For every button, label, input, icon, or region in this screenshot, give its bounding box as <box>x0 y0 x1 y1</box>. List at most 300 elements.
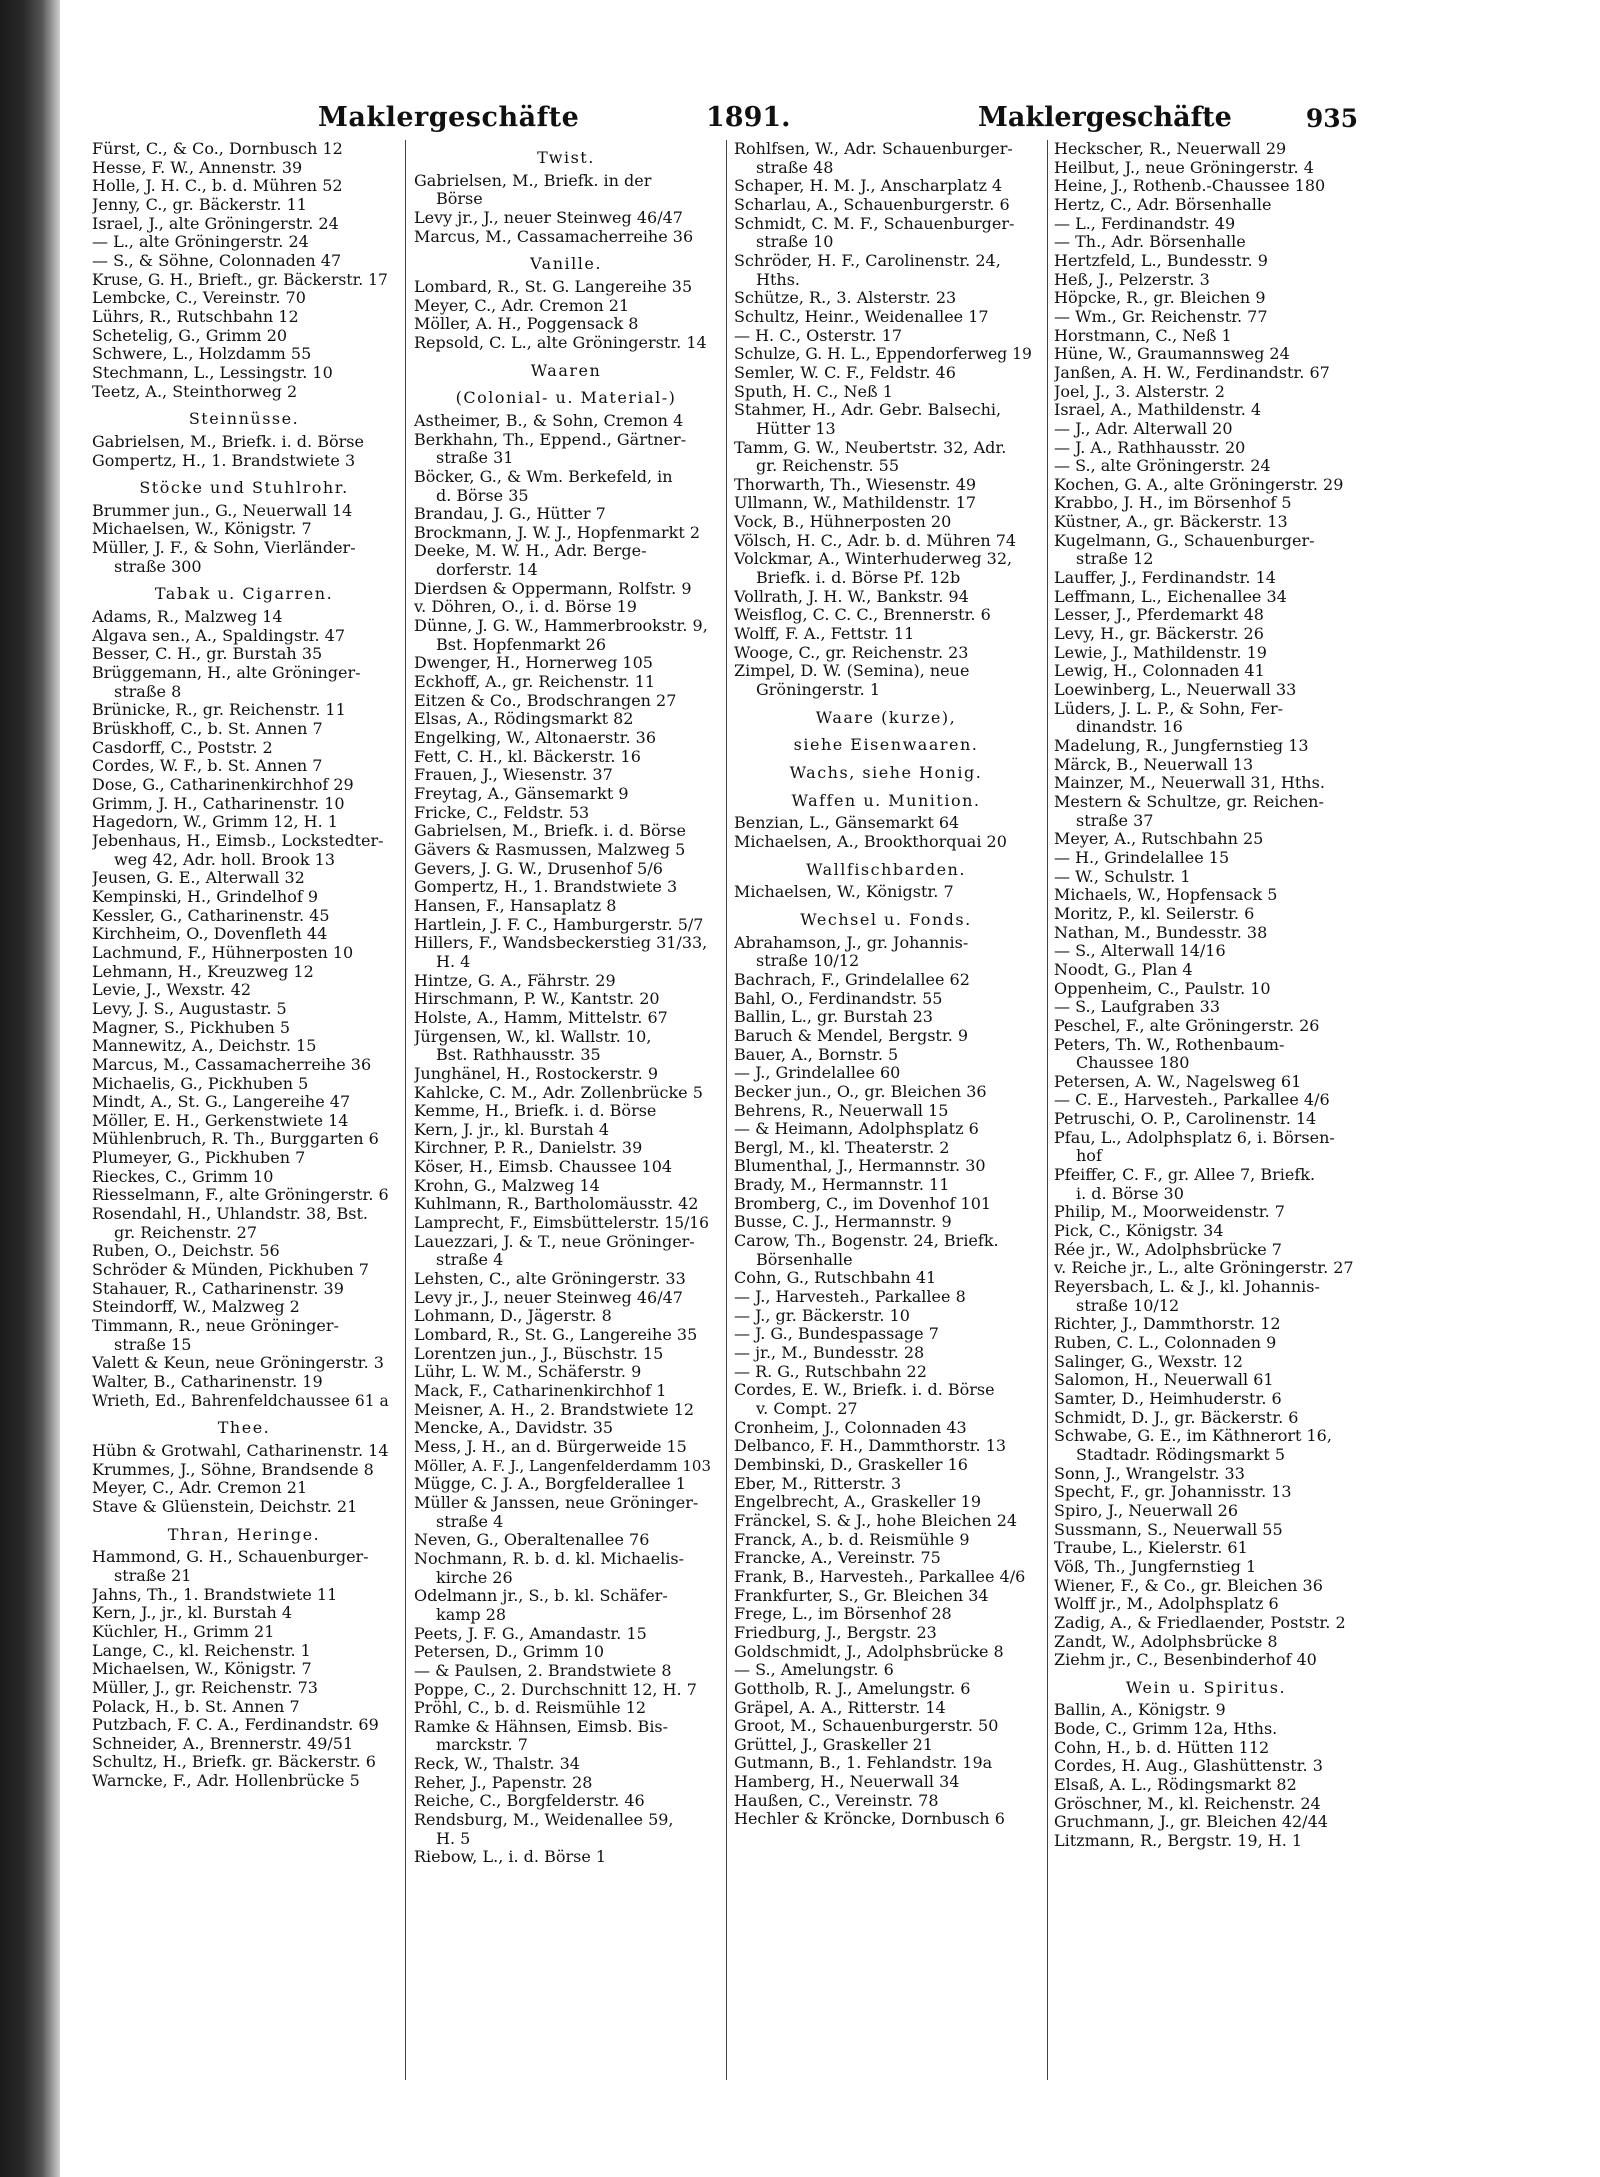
directory-entry: Pick, C., Königstr. 34 <box>1054 1221 1224 1241</box>
directory-entry: Stahauer, R., Catharinenstr. 39 <box>92 1278 344 1298</box>
directory-entry: Riebow, L., i. d. Börse 1 <box>414 1847 607 1867</box>
directory-entry: Cohn, H., b. d. Hütten 112 <box>1054 1737 1270 1757</box>
directory-entry: Ramke & Hähnsen, Eimsb. Bis- <box>414 1716 669 1736</box>
directory-entry: Hechler & Kröncke, Dornbusch 6 <box>734 1809 1005 1829</box>
directory-entry: Petersen, D., Grimm 10 <box>414 1642 605 1662</box>
directory-entry: Hartlein, J. F. C., Hamburgerstr. 5/7 <box>414 914 704 934</box>
directory-entry: Moritz, P., kl. Seilerstr. 6 <box>1054 903 1255 923</box>
directory-entry: — S., Amelungstr. 6 <box>734 1660 894 1680</box>
directory-entry: Eber, M., Ritterstr. 3 <box>734 1473 902 1493</box>
directory-entry: Zimpel, D. W. (Semina), neue <box>734 661 970 681</box>
directory-entry: — jr., M., Bundesstr. 28 <box>734 1343 925 1363</box>
directory-entry: Mess, J. H., an d. Bürgerweide 15 <box>414 1436 687 1456</box>
directory-entry: Riesselmann, F., alte Gröningerstr. 6 <box>92 1185 389 1205</box>
directory-entry: Müller, J., gr. Reichenstr. 73 <box>92 1677 318 1697</box>
directory-entry: Mindt, A., St. G., Langereihe 47 <box>92 1092 351 1112</box>
section-heading: Wallfischbarden. <box>806 859 966 879</box>
directory-entry: Freytag, A., Gänsemarkt 9 <box>414 784 629 803</box>
directory-entry: Michaelis, G., Pickhuben 5 <box>92 1073 309 1093</box>
directory-entry: Scharlau, A., Schauenburgerstr. 6 <box>734 194 1010 214</box>
directory-entry: Hesse, F. W., Annenstr. 39 <box>92 157 303 177</box>
entry-continuation: straße 31 <box>436 448 514 468</box>
directory-entry: Odelmann jr., S., b. kl. Schäfer- <box>414 1586 668 1606</box>
directory-entry: Heß, J., Pelzerstr. 3 <box>1054 269 1210 289</box>
directory-entry: Jahns, Th., 1. Brandstwiete 11 <box>92 1584 338 1604</box>
section-heading: Steinnüsse. <box>188 409 300 429</box>
directory-entry: Gottholb, R. J., Amelungstr. 6 <box>734 1678 971 1698</box>
directory-entry: Brüskhoff, C., b. St. Annen 7 <box>92 719 323 739</box>
directory-entry: — J. A., Rathhausstr. 20 <box>1054 437 1246 457</box>
directory-entry: Polack, H., b. St. Annen 7 <box>92 1696 300 1716</box>
entry-continuation: H. 4 <box>436 951 471 971</box>
book-binding-shadow <box>0 0 60 2177</box>
directory-entry: Cordes, W. F., b. St. Annen 7 <box>92 756 323 776</box>
directory-entry: Gabrielsen, M., Briefk. i. d. Börse <box>414 821 686 841</box>
directory-entry: — & Heimann, Adolphsplatz 6 <box>734 1119 979 1139</box>
directory-entry: Holste, A., Hamm, Mittelstr. 67 <box>414 1007 668 1027</box>
directory-entry: Teetz, A., Steinthorweg 2 <box>92 381 298 401</box>
entry-continuation: Bst. Hopfenmarkt 26 <box>436 634 607 654</box>
directory-entry: Dünne, J. G. W., Hammerbrookstr. 9, <box>414 616 708 636</box>
directory-entry: Wrieth, Ed., Bahrenfeldchaussee 61 a <box>92 1391 389 1410</box>
directory-entry: Schwere, L., Holzdamm 55 <box>92 344 312 364</box>
section-heading: Wein u. Spiritus. <box>1125 1677 1287 1697</box>
directory-entry: Mühlenbruch, R. Th., Burggarten 6 <box>92 1129 379 1149</box>
page-number: 935 <box>1305 104 1358 133</box>
directory-entry: — H. C., Osterstr. 17 <box>734 325 903 345</box>
directory-entry: Adams, R., Malzweg 14 <box>92 607 283 627</box>
entry-continuation: straße 48 <box>756 157 834 177</box>
directory-entry: Mack, F., Catharinenkirchhof 1 <box>414 1381 667 1400</box>
directory-entry: Ruben, O., Deichstr. 56 <box>92 1241 280 1261</box>
directory-entry: Brandau, J. G., Hütter 7 <box>414 504 606 524</box>
directory-entry: Reher, J., Papenstr. 28 <box>414 1772 593 1792</box>
directory-entry: Bode, C., Grimm 12a, Hths. <box>1054 1719 1278 1739</box>
directory-entry: Kochen, G. A., alte Gröningerstr. 29 <box>1054 474 1344 494</box>
directory-entry: Plumeyer, G., Pickhuben 7 <box>92 1148 306 1168</box>
directory-entry: Bachrach, F., Grindelallee 62 <box>734 969 970 989</box>
directory-entry: Rendsburg, M., Weidenallee 59, <box>414 1810 674 1830</box>
entry-continuation: straße 12 <box>1076 549 1154 569</box>
directory-entry: Loewinberg, L., Neuerwall 33 <box>1054 680 1297 700</box>
directory-entry: Bauer, A., Bornstr. 5 <box>734 1044 899 1064</box>
directory-entry: Levy, H., gr. Bäckerstr. 26 <box>1054 624 1264 644</box>
entry-continuation: Chaussee 180 <box>1076 1053 1190 1073</box>
directory-entry: Rée jr., W., Adolphsbrücke 7 <box>1054 1239 1282 1259</box>
directory-entry: Israel, J., alte Gröningerstr. 24 <box>92 213 339 233</box>
directory-entry: Besser, C. H., gr. Burstah 35 <box>92 644 323 664</box>
directory-entry: Fricke, C., Feldstr. 53 <box>414 802 590 822</box>
directory-entry: Krabbo, J. H., im Börsenhof 5 <box>1054 493 1292 513</box>
directory-entry: Möller, A. F. J., Langenfelderdamm 103 <box>414 1456 712 1475</box>
directory-entry: Wiener, F., & Co., gr. Bleichen 36 <box>1054 1575 1323 1595</box>
directory-entry: Israel, A., Mathildenstr. 4 <box>1054 400 1262 420</box>
directory-entry: — C. E., Harvesteh., Parkallee 4/6 <box>1054 1090 1330 1110</box>
directory-entry: Neven, G., Oberaltenallee 76 <box>414 1530 650 1550</box>
page-header <box>92 98 1358 138</box>
entry-continuation: straße 300 <box>114 556 202 576</box>
directory-entry: Berkhahn, Th., Eppend., Gärtner- <box>414 429 687 449</box>
directory-entry: Blumenthal, J., Hermannstr. 30 <box>734 1156 986 1176</box>
directory-entry: Heilbut, J., neue Gröningerstr. 4 <box>1054 157 1314 177</box>
directory-entry: Brady, M., Hermannstr. 11 <box>734 1175 950 1195</box>
directory-entry: Bahl, O., Ferdinandstr. 55 <box>734 988 943 1008</box>
directory-entry: Gävers & Rasmussen, Malzweg 5 <box>414 839 686 859</box>
directory-entry: Goldschmidt, J., Adolphsbrücke 8 <box>734 1641 1004 1661</box>
section-heading: siehe Eisenwaaren. <box>793 735 979 755</box>
entry-continuation: d. Börse 35 <box>436 485 529 505</box>
directory-entry: Marcus, M., Cassamacherreihe 36 <box>414 226 694 246</box>
directory-entry: Schütze, R., 3. Alsterstr. 23 <box>734 288 957 308</box>
directory-entry: Rosendahl, H., Uhlandstr. 38, Bst. <box>92 1204 368 1224</box>
directory-entry: Warncke, F., Adr. Hollenbrücke 5 <box>92 1771 360 1791</box>
section-heading: Twist. <box>537 148 595 167</box>
entry-continuation: Börse <box>436 189 483 209</box>
directory-entry: Gevers, J. G. W., Drusenhof 5/6 <box>414 858 663 878</box>
directory-entry: Gruchmann, J., gr. Bleichen 42/44 <box>1054 1812 1328 1832</box>
entry-continuation: straße 10/12 <box>756 951 860 971</box>
directory-entry: Hammond, G. H., Schauenburger- <box>92 1547 369 1567</box>
directory-entry: Kuhlmann, R., Bartholomäusstr. 42 <box>414 1194 699 1214</box>
directory-entry: Bromberg, C., im Dovenhof 101 <box>734 1193 992 1213</box>
directory-entry: Mestern & Schultze, gr. Reichen- <box>1054 791 1324 811</box>
entry-continuation: straße 4 <box>436 1511 504 1531</box>
section-heading: Tabak u. Cigarren. <box>154 584 334 604</box>
directory-entry: — J., gr. Bäckerstr. 10 <box>734 1305 910 1325</box>
section-heading: Stöcke und Stuhlrohr. <box>139 478 349 498</box>
directory-entry: Möller, E. H., Gerkenstwiete 14 <box>92 1110 349 1130</box>
directory-entry: Casdorff, C., Poststr. 2 <box>92 737 273 757</box>
directory-entry: Repsold, C. L., alte Gröningerstr. 14 <box>414 332 707 352</box>
directory-page <box>92 98 1358 2088</box>
column-2 <box>414 140 718 2080</box>
directory-entry: Lembcke, C., Vereinstr. 70 <box>92 288 306 308</box>
directory-entry: Kugelmann, G., Schauenburger- <box>1054 530 1315 550</box>
running-title-right: Maklergeschäfte <box>978 102 1232 133</box>
entry-continuation: kamp 28 <box>436 1604 507 1624</box>
entry-continuation: dorferstr. 14 <box>436 560 538 580</box>
column-rule <box>726 140 727 2080</box>
directory-entry: Litzmann, R., Bergstr. 19, H. 1 <box>1054 1831 1303 1851</box>
directory-entry: Müller, J. F., & Sohn, Vierländer- <box>92 538 356 558</box>
entry-continuation: marckstr. 7 <box>436 1735 528 1755</box>
directory-entry: Sussmann, S., Neuerwall 55 <box>1054 1519 1283 1539</box>
directory-entry: Deeke, M. W. H., Adr. Berge- <box>414 541 647 561</box>
directory-entry: Jenny, C., gr. Bäckerstr. 11 <box>92 194 307 214</box>
entry-continuation: straße 4 <box>436 1250 504 1270</box>
directory-entry: Abrahamson, J., gr. Johannis- <box>734 932 969 952</box>
directory-entry: Mügge, C. J. A., Borgfelderallee 1 <box>414 1474 686 1494</box>
directory-entry: Peschel, F., alte Gröningerstr. 26 <box>1054 1015 1320 1035</box>
directory-entry: Friedburg, J., Bergstr. 23 <box>734 1622 937 1642</box>
directory-entry: Zandt, W., Adolphsbrücke 8 <box>1054 1631 1278 1651</box>
directory-entry: Krohn, G., Malzweg 14 <box>414 1175 600 1195</box>
directory-entry: Lühr, L. W. M., Schäferstr. 9 <box>414 1362 642 1382</box>
listing-columns <box>92 140 1358 2080</box>
directory-entry: Gabrielsen, M., Briefk. i. d. Börse <box>92 431 364 451</box>
directory-entry: Hertzfeld, L., Bundesstr. 9 <box>1054 250 1268 270</box>
directory-entry: — Th., Adr. Börsenhalle <box>1054 232 1246 252</box>
directory-entry: Vöß, Th., Jungfernstieg 1 <box>1054 1556 1257 1576</box>
directory-entry: Reiche, C., Borgfelderstr. 46 <box>414 1791 645 1811</box>
directory-entry: Fränckel, S. & J., hohe Bleichen 24 <box>734 1510 1018 1530</box>
directory-entry: Engelking, W., Altonaerstr. 36 <box>414 728 657 748</box>
directory-entry: Levy, J. S., Augustastr. 5 <box>92 998 287 1018</box>
directory-entry: Müller & Janssen, neue Gröninger- <box>414 1492 699 1512</box>
directory-entry: Eckhoff, A., gr. Reichenstr. 11 <box>414 672 656 692</box>
directory-entry: Horstmann, C., Neß 1 <box>1054 325 1232 345</box>
directory-entry: Ballin, A., Königstr. 9 <box>1054 1700 1226 1720</box>
directory-entry: — J. G., Bundespassage 7 <box>734 1324 939 1344</box>
directory-entry: — L., alte Gröningerstr. 24 <box>92 232 309 252</box>
directory-entry: Walter, B., Catharinenstr. 19 <box>92 1372 323 1391</box>
directory-entry: Dose, G., Catharinenkirchhof 29 <box>92 775 354 794</box>
directory-entry: Holle, J. H. C., b. d. Mühren 52 <box>92 176 343 196</box>
directory-entry: Dierdsen & Oppermann, Rolfstr. 9 <box>414 578 692 598</box>
directory-entry: Kirchner, P. R., Danielstr. 39 <box>414 1138 643 1158</box>
directory-entry: Michaelsen, W., Königstr. 7 <box>734 882 954 902</box>
entry-continuation: straße 10 <box>756 232 834 252</box>
directory-entry: — S., alte Gröningerstr. 24 <box>1054 456 1271 476</box>
directory-entry: Cronheim, J., Colonnaden 43 <box>734 1417 967 1437</box>
directory-entry: Michaelsen, A., Brookthorquai 20 <box>734 831 1007 851</box>
directory-entry: Grimm, J. H., Catharinenstr. 10 <box>92 793 345 813</box>
directory-entry: Lorentzen jun., J., Büschstr. 15 <box>414 1343 664 1363</box>
directory-entry: Wooge, C., gr. Reichenstr. 23 <box>734 642 969 662</box>
directory-entry: Volckmar, A., Winterhuderweg 32, <box>734 549 1013 569</box>
directory-entry: Stahmer, H., Adr. Gebr. Balsechi, <box>734 400 1002 420</box>
directory-entry: Schultz, H., Briefk. gr. Bäckerstr. 6 <box>92 1752 376 1772</box>
directory-entry: Kirchheim, O., Dovenfleth 44 <box>92 924 328 944</box>
entry-continuation: gr. Reichenstr. 55 <box>756 456 900 476</box>
directory-entry: Algava sen., A., Spaldingstr. 47 <box>92 625 345 645</box>
directory-entry: Levy jr., J., neuer Steinweg 46/47 <box>414 1287 683 1307</box>
entry-continuation: straße 10/12 <box>1076 1295 1180 1315</box>
directory-entry: Michaelsen, W., Königstr. 7 <box>92 519 312 539</box>
directory-entry: Schröder, H. F., Carolinenstr. 24, <box>734 250 1001 270</box>
directory-entry: — S., Laufgraben 33 <box>1054 997 1221 1017</box>
directory-entry: Tamm, G. W., Neubertstr. 32, Adr. <box>734 437 1007 457</box>
directory-entry: Lehmann, H., Kreuzweg 12 <box>92 961 314 981</box>
directory-entry: Cordes, H. Aug., Glashüttenstr. 3 <box>1054 1756 1323 1776</box>
directory-entry: — J., Grindelallee 60 <box>734 1063 901 1083</box>
directory-entry: Samter, D., Heimhuderstr. 6 <box>1054 1388 1282 1408</box>
directory-entry: Schaper, H. M. J., Anscharplatz 4 <box>734 176 1003 196</box>
directory-entry: Ballin, L., gr. Burstah 23 <box>734 1007 933 1027</box>
directory-entry: — H., Grindelallee 15 <box>1054 847 1230 867</box>
directory-entry: Möller, A. H., Poggensack 8 <box>414 314 639 334</box>
directory-entry: Petruschi, O. P., Carolinenstr. 14 <box>1054 1109 1317 1129</box>
section-heading: Wachs, siehe Honig. <box>789 763 983 782</box>
directory-entry: — S., Alterwall 14/16 <box>1054 941 1226 961</box>
directory-entry: Kruse, G. H., Brieft., gr. Bäckerstr. 17 <box>92 270 388 289</box>
directory-entry: Ziehm jr., C., Besenbinderhof 40 <box>1054 1650 1317 1670</box>
section-heading: Vanille. <box>530 254 602 274</box>
directory-entry: Baruch & Mendel, Bergstr. 9 <box>734 1025 969 1045</box>
column-4 <box>1054 140 1358 2080</box>
directory-entry: Fürst, C., & Co., Dornbusch 12 <box>92 140 343 158</box>
directory-entry: Poppe, C., 2. Durchschnitt 12, H. 7 <box>414 1679 697 1699</box>
directory-entry: Mencke, A., Davidstr. 35 <box>414 1418 614 1438</box>
directory-entry: — J., Harvesteh., Parkallee 8 <box>734 1287 966 1307</box>
directory-entry: — W., Schulstr. 1 <box>1054 866 1191 886</box>
entry-continuation: v. Compt. 27 <box>756 1399 858 1418</box>
directory-entry: Schultz, Heinr., Weidenallee 17 <box>734 306 989 326</box>
directory-entry: Wolff, F. A., Fettstr. 11 <box>734 624 915 644</box>
directory-entry: Sputh, H. C., Neß 1 <box>734 381 893 401</box>
entry-continuation: kirche 26 <box>436 1567 513 1587</box>
directory-entry: Schulze, G. H. L., Eppendorferweg 19 <box>734 345 1032 364</box>
directory-entry: Meyer, C., Adr. Cremon 21 <box>92 1478 308 1498</box>
directory-entry: Cordes, E. W., Briefk. i. d. Börse <box>734 1380 995 1400</box>
directory-entry: — Wm., Gr. Reichenstr. 77 <box>1054 306 1268 326</box>
directory-entry: Kern, J. jr., kl. Burstah 4 <box>414 1119 610 1139</box>
directory-entry: Magner, S., Pickhuben 5 <box>92 1017 291 1037</box>
directory-entry: Gräpel, A. A., Ritterstr. 14 <box>734 1697 946 1717</box>
directory-entry: Frankfurter, S., Gr. Bleichen 34 <box>734 1585 989 1605</box>
directory-entry: Schröder & Münden, Pickhuben 7 <box>92 1260 369 1280</box>
directory-entry: Lachmund, F., Hühnerposten 10 <box>92 942 354 962</box>
directory-entry: Gröschner, M., kl. Reichenstr. 24 <box>1054 1793 1321 1813</box>
directory-entry: Levy jr., J., neuer Steinweg 46/47 <box>414 207 683 227</box>
directory-entry: Märck, B., Neuerwall 13 <box>1054 754 1254 774</box>
directory-entry: Mainzer, M., Neuerwall 31, Hths. <box>1054 773 1325 793</box>
section-heading: Wechsel u. Fonds. <box>800 909 972 929</box>
directory-entry: Franck, A., b. d. Reismühle 9 <box>734 1529 970 1549</box>
column-1 <box>92 140 396 2080</box>
directory-entry: Elsaß, A. L., Rödingsmarkt 82 <box>1054 1775 1297 1795</box>
directory-entry: Hagedorn, W., Grimm 12, H. 1 <box>92 812 338 832</box>
directory-entry: Reyersbach, L. & J., kl. Johannis- <box>1054 1277 1320 1297</box>
directory-entry: Kessler, G., Catharinenstr. 45 <box>92 905 330 925</box>
directory-entry: Mannewitz, A., Deichstr. 15 <box>92 1036 317 1056</box>
directory-entry: Weisflog, C. C. C., Brennerstr. 6 <box>734 605 991 625</box>
directory-entry: Lange, C., kl. Reichenstr. 1 <box>92 1640 311 1660</box>
directory-entry: Lewig, H., Colonnaden 41 <box>1054 661 1265 681</box>
directory-entry: Hansen, F., Hansaplatz 8 <box>414 895 617 915</box>
directory-entry: Ruben, C. L., Colonnaden 9 <box>1054 1333 1277 1352</box>
section-heading: Waare (kurze), <box>815 707 957 727</box>
directory-entry: Kempinski, H., Grindelhof 9 <box>92 886 319 906</box>
directory-entry: Dembinski, D., Graskeller 16 <box>734 1454 968 1474</box>
directory-entry: Traube, L., Kielerstr. 61 <box>1054 1538 1248 1558</box>
directory-entry: Nochmann, R. b. d. kl. Michaelis- <box>414 1548 685 1568</box>
directory-entry: Petersen, A. W., Nagelsweg 61 <box>1054 1071 1302 1091</box>
directory-entry: Richter, J., Dammthorstr. 12 <box>1054 1314 1281 1334</box>
directory-entry: Eitzen & Co., Brodschrangen 27 <box>414 690 677 710</box>
directory-entry: Semler, W. C. F., Feldstr. 46 <box>734 362 956 382</box>
directory-entry: v. Döhren, O., i. d. Börse 19 <box>414 597 637 617</box>
directory-entry: Salinger, G., Wexstr. 12 <box>1054 1351 1243 1371</box>
directory-entry: Frauen, J., Wiesenstr. 37 <box>414 765 613 785</box>
directory-entry: Lamprecht, F., Eimsbüttelerstr. 15/16 <box>414 1214 710 1233</box>
directory-entry: Schmidt, D. J., gr. Bäckerstr. 6 <box>1054 1407 1299 1427</box>
directory-entry: Joel, J., 3. Alsterstr. 2 <box>1054 381 1225 401</box>
column-rule <box>1047 140 1048 2080</box>
directory-entry: v. Reiche jr., L., alte Gröningerstr. 27 <box>1054 1258 1354 1278</box>
directory-entry: Francke, A., Vereinstr. 75 <box>734 1548 941 1568</box>
directory-entry: Hirschmann, P. W., Kantstr. 20 <box>414 989 660 1009</box>
directory-entry: Lohmann, D., Jägerstr. 8 <box>414 1306 612 1326</box>
directory-entry: Höpcke, R., gr. Bleichen 9 <box>1054 288 1266 308</box>
entry-continuation: i. d. Börse 30 <box>1076 1183 1184 1203</box>
entry-continuation: straße 15 <box>114 1334 192 1354</box>
directory-entry: Küstner, A., gr. Bäckerstr. 13 <box>1054 512 1288 532</box>
section-heading: (Colonial- u. Material-) <box>455 388 677 408</box>
directory-entry: Junghänel, H., Rostockerstr. 9 <box>414 1063 658 1083</box>
directory-entry: — & Paulsen, 2. Brandstwiete 8 <box>414 1660 672 1680</box>
directory-entry: Carow, Th., Bogenstr. 24, Briefk. <box>734 1231 999 1251</box>
directory-entry: Engelbrecht, A., Graskeller 19 <box>734 1492 981 1512</box>
directory-entry: Rohlfsen, W., Adr. Schauenburger- <box>734 140 1013 158</box>
directory-entry: Kahlcke, C. M., Adr. Zollenbrücke 5 <box>414 1082 703 1102</box>
directory-entry: Spiro, J., Neuerwall 26 <box>1054 1500 1239 1520</box>
directory-entry: Pröhl, C., b. d. Reismühle 12 <box>414 1698 647 1718</box>
directory-entry: Putzbach, F. C. A., Ferdinandstr. 69 <box>92 1715 379 1735</box>
directory-entry: Vollrath, J. H. W., Bankstr. 94 <box>734 586 969 606</box>
directory-entry: Jürgensen, W., kl. Wallstr. 10, <box>414 1026 652 1046</box>
directory-entry: — J., Adr. Alterwall 20 <box>1054 418 1233 438</box>
directory-entry: Salomon, H., Neuerwall 61 <box>1054 1370 1274 1390</box>
directory-entry: Nathan, M., Bundesstr. 38 <box>1054 922 1268 942</box>
directory-entry: Lauffer, J., Ferdinandstr. 14 <box>1054 568 1276 588</box>
entry-continuation: Bst. Rathhausstr. 35 <box>436 1045 601 1065</box>
directory-entry: Michaelsen, W., Königstr. 7 <box>92 1659 312 1679</box>
directory-entry: Thorwarth, Th., Wiesenstr. 49 <box>734 474 977 494</box>
entry-continuation: Hths. <box>756 269 800 289</box>
directory-entry: Zadig, A., & Friedlaender, Poststr. 2 <box>1054 1612 1346 1632</box>
directory-entry: Behrens, R., Neuerwall 15 <box>734 1100 949 1120</box>
directory-entry: Schmidt, C. M. F., Schauenburger- <box>734 213 1015 233</box>
directory-entry: Jeusen, G. E., Alterwall 32 <box>92 868 305 888</box>
directory-entry: Hüne, W., Graumannsweg 24 <box>1054 344 1290 364</box>
directory-entry: Lesser, J., Pferdemarkt 48 <box>1054 605 1264 625</box>
entry-continuation: H. 5 <box>436 1828 471 1848</box>
entry-continuation: Stadtadr. Rödingsmarkt 5 <box>1076 1444 1285 1464</box>
directory-entry: Jebenhaus, H., Eimsb., Lockstedter- <box>92 830 384 850</box>
directory-entry: Gutmann, B., 1. Fehlandstr. 19a <box>734 1753 993 1773</box>
directory-entry: Hamberg, H., Neuerwall 34 <box>734 1772 960 1792</box>
directory-entry: Lombard, R., St. G., Langereihe 35 <box>414 1325 698 1345</box>
entry-continuation: dinandstr. 16 <box>1076 717 1183 737</box>
directory-entry: Leffmann, L., Eichenallee 34 <box>1054 586 1287 606</box>
directory-entry: Gabrielsen, M., Briefk. in der <box>414 170 652 190</box>
directory-entry: Hertz, C., Adr. Börsenhalle <box>1054 194 1272 214</box>
directory-entry: Timmann, R., neue Gröninger- <box>92 1316 339 1336</box>
directory-entry: Schneider, A., Brennerstr. 49/51 <box>92 1733 354 1753</box>
directory-entry: Janßen, A. H. W., Ferdinandstr. 67 <box>1054 362 1330 382</box>
directory-entry: Lombard, R., St. G. Langereihe 35 <box>414 276 693 296</box>
directory-entry: Pfau, L., Adolphsplatz 6, i. Börsen- <box>1054 1127 1335 1147</box>
directory-entry: Marcus, M., Cassamacherreihe 36 <box>92 1054 372 1074</box>
column-rule <box>405 140 406 2080</box>
directory-entry: Brünicke, R., gr. Reichenstr. 11 <box>92 700 346 720</box>
directory-entry: Haußen, C., Vereinstr. 78 <box>734 1790 939 1810</box>
directory-entry: Lehsten, C., alte Gröningerstr. 33 <box>414 1269 686 1289</box>
directory-entry: Schetelig, G., Grimm 20 <box>92 325 288 345</box>
directory-entry: Becker jun., O., gr. Bleichen 36 <box>734 1081 987 1101</box>
directory-entry: Reck, W., Thalstr. 34 <box>414 1754 580 1774</box>
entry-continuation: hof <box>1076 1146 1102 1166</box>
directory-entry: Dwenger, H., Hornerweg 105 <box>414 653 653 673</box>
directory-entry: Küchler, H., Grimm 21 <box>92 1621 275 1641</box>
directory-entry: Gompertz, H., 1. Brandstwiete 3 <box>92 450 356 470</box>
directory-entry: Peters, Th. W., Rothenbaum- <box>1054 1034 1285 1054</box>
section-heading: Waaren <box>530 360 602 380</box>
directory-entry: Lauezzari, J. & T., neue Gröninger- <box>414 1231 695 1251</box>
directory-entry: Fett, C. H., kl. Bäckerstr. 16 <box>414 746 641 766</box>
directory-entry: Hintze, G. A., Fährstr. 29 <box>414 970 616 990</box>
